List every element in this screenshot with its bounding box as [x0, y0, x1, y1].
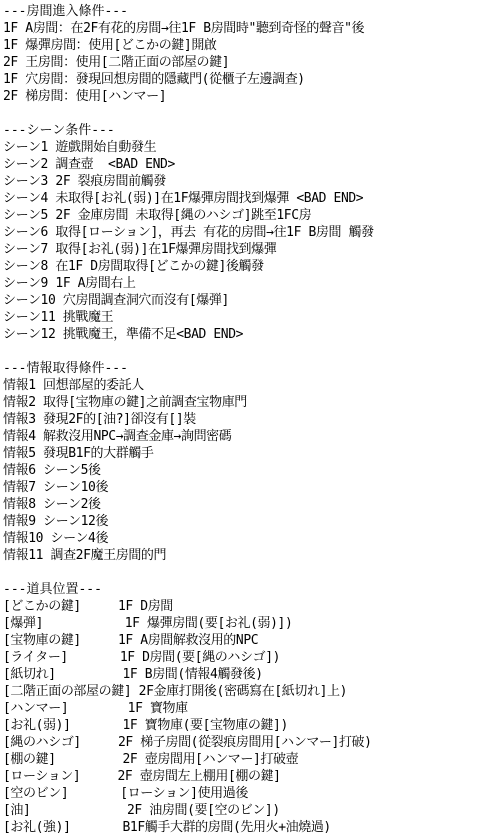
text-line: 情報7 シーン10後 — [3, 480, 109, 495]
text-line: シーン3 2F 裂痕房間前觸發 — [3, 174, 166, 189]
text-line: [油] 2F 油房間(要[空のビン]) — [3, 803, 280, 818]
text-line: 2F 王房間：使用[二階正面の部屋の鍵] — [3, 55, 230, 70]
text-line: 1F 穴房間：發現回想房間的隱藏門(從櫃子左邊調查) — [3, 72, 305, 87]
text-line: [縄のハシゴ] 2F 梯子房間(從裂痕房間用[ハンマー]打破) — [3, 735, 372, 750]
blank-line — [3, 343, 475, 360]
text-line: [空のビン] [ローション]使用過後 — [3, 786, 248, 801]
text-line: シーン1 遊戲開始自動發生 — [3, 140, 157, 155]
section-room-entry-conditions — [3, 3, 475, 105]
text-line: [紙切れ] 1F B房間(情報4觸發後) — [3, 667, 263, 682]
text-line: シーン12 挑戰魔王，準備不足<BAD END> — [3, 327, 244, 342]
text-line: シーン6 取得[ローション]，再去 有花的房間→往1F B房間 觸發 — [3, 225, 374, 240]
blank-line — [3, 564, 475, 581]
blank-line — [3, 105, 475, 122]
text-line: [ローション] 2F 壺房間左上棚用[棚の鍵] — [3, 769, 281, 784]
section-info-conditions — [3, 360, 475, 564]
text-line: シーン2 調查壺 <BAD END> — [3, 157, 175, 172]
text-line: 情報9 シーン12後 — [3, 514, 109, 529]
text-line: [二階正面の部屋の鍵] 2F金庫打開後(密碼寫在[紙切れ]上) — [3, 684, 348, 699]
text-line: 情報8 シーン2後 — [3, 497, 101, 512]
text-line: [棚の鍵] 2F 壺房間用[ハンマー]打破壺 — [3, 752, 299, 767]
section-heading: ---道具位置--- — [3, 582, 102, 597]
document-body — [3, 3, 475, 836]
section-item-locations — [3, 581, 475, 836]
text-line: 情報10 シーン4後 — [3, 531, 109, 546]
text-line: 1F A房間：在2F有花的房間→往1F B房間時"聽到奇怪的聲音"後 — [3, 21, 365, 36]
section-heading: ---情報取得條件--- — [3, 361, 128, 376]
section-heading: ---シーン条件--- — [3, 123, 115, 138]
text-line: [ライター] 1F D房間(要[縄のハシゴ]) — [3, 650, 281, 665]
text-line: シーン7 取得[お礼(弱)]在1F爆彈房間找到爆彈 — [3, 242, 277, 257]
text-line: [ハンマー] 1F 寶物庫 — [3, 701, 188, 716]
text-line: 情報11 調查2F魔王房間的門 — [3, 548, 167, 563]
section-heading: ---房間進入條件--- — [3, 4, 128, 19]
text-line: 情報5 發現B1F的大群觸手 — [3, 446, 154, 461]
text-line: シーン5 2F 金庫房間 未取得[縄のハシゴ]跳至1FC房 — [3, 208, 312, 223]
section-scene-conditions — [3, 122, 475, 343]
text-line: [お礼(弱)] 1F 寶物庫(要[宝物庫の鍵]) — [3, 718, 288, 733]
text-line: [爆弾] 1F 爆彈房間(要[お礼(弱)]) — [3, 616, 293, 631]
text-line: シーン10 穴房間調查洞穴而沒有[爆弾] — [3, 293, 229, 308]
text-line: 情報6 シーン5後 — [3, 463, 101, 478]
text-line: シーン8 在1F D房間取得[どこかの鍵]後觸發 — [3, 259, 264, 274]
text-line: シーン11 挑戰魔王 — [3, 310, 114, 325]
text-line: [お礼(強)] B1F觸手大群的房間(先用火+油燒過) — [3, 820, 331, 835]
text-line: 情報3 發現2F的[油?]卻沒有[]裝 — [3, 412, 196, 427]
text-line: 2F 梯房間：使用[ハンマー] — [3, 89, 167, 104]
text-line: 情報4 解救沒用NPC→調查金庫→詢問密碼 — [3, 429, 232, 444]
text-line: 情報2 取得[宝物庫の鍵]之前調查宝物庫門 — [3, 395, 247, 410]
text-line: 1F 爆彈房間：使用[どこかの鍵]開啟 — [3, 38, 217, 53]
text-line: [どこかの鍵] 1F D房間 — [3, 599, 173, 614]
text-line: シーン9 1F A房間右上 — [3, 276, 136, 291]
text-line: シーン4 未取得[お礼(弱)]在1F爆彈房間找到爆彈 <BAD END> — [3, 191, 364, 206]
text-line: [宝物庫の鍵] 1F A房間解救沒用的NPC — [3, 633, 259, 648]
text-line: 情報1 回想部屋的委託人 — [3, 378, 144, 393]
